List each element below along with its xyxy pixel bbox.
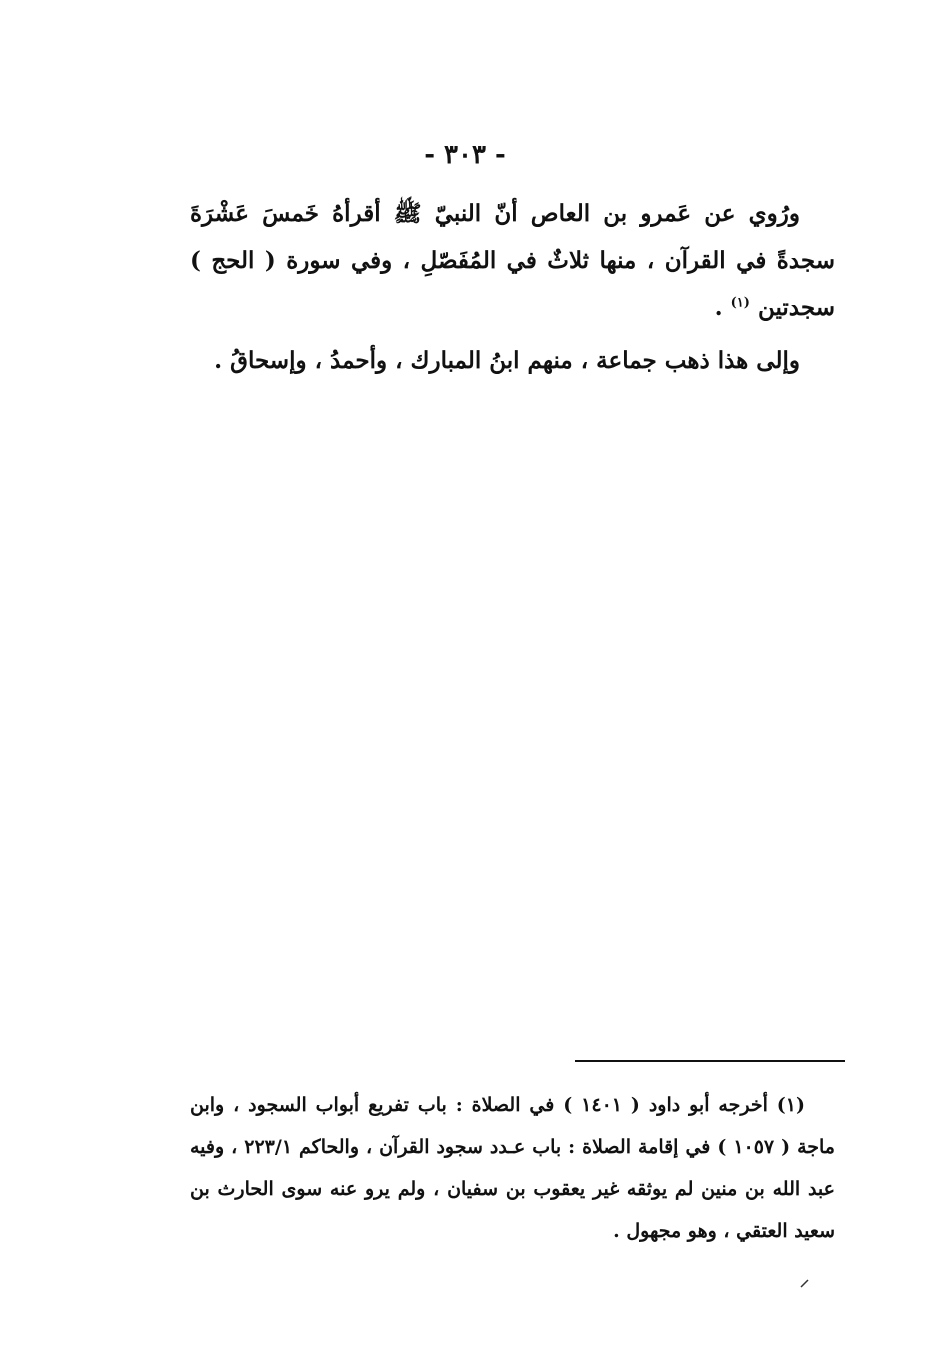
footnote-separator bbox=[575, 1060, 845, 1062]
paragraph-1-text: ورُوي عن عَمرو بن العاص أنّ النبيّ ﷺ أقرأهُ خَمسَ عَشْرَةَ سجدةً في القرآن ، منها ثلاثٌ في المُفَصّلِ ، وفي سورة ( الحج ) سجدتين bbox=[190, 200, 835, 321]
stray-ink-mark bbox=[800, 1278, 810, 1288]
footnote-1: (١) أخرجه أبو داود ( ١٤٠١ ) في الصلاة : باب تفريع أبواب السجود ، وابن ماجة ( ١٠٥٧ ) في إقامة الصلاة : باب عـدد سجود القرآن ، والحاكم ٢٢٣/١ ، وفيه عبد الله بن منين لم يوثقه غير يعقوب بن سفيان ، ولم يرو عنه سوى الحارث بن سعيد العتقي ، وهو مجهول . bbox=[190, 1094, 835, 1242]
main-text bbox=[190, 190, 835, 384]
footnotes bbox=[190, 1084, 835, 1252]
paragraph-1 bbox=[190, 190, 835, 331]
footnote-reference: (١) bbox=[730, 295, 750, 311]
paragraph-1-end: . bbox=[714, 294, 731, 321]
page-number: - ٣٠٣ - bbox=[424, 140, 506, 170]
paragraph-2: وإلى هذا ذهب جماعة ، منهم ابنُ المبارك ، وأحمدُ ، وإسحاقُ . bbox=[214, 347, 800, 374]
